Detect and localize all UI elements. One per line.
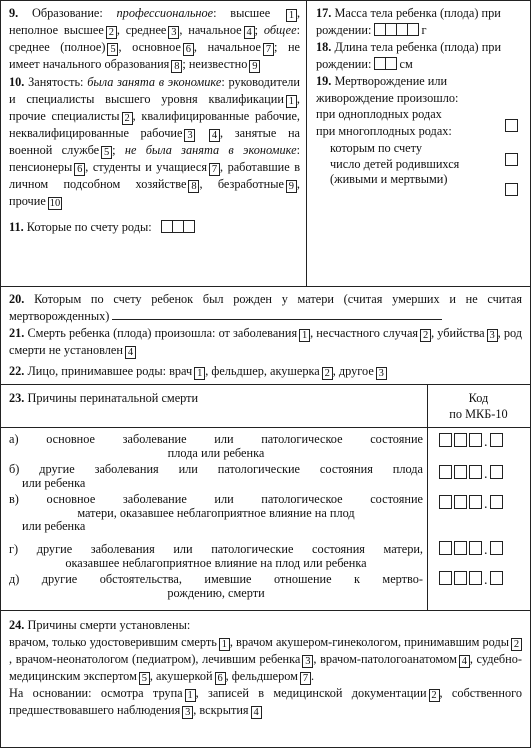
code-box[interactable]: 7 (300, 672, 311, 685)
opt-secondary-full: среднее (полное) (9, 40, 106, 54)
icd-code-c[interactable]: . (439, 495, 505, 514)
opt-military: занятые на военной службе (9, 125, 300, 157)
education-block: 9. Образование: профессиональное: высшее 1 , неполное высшее 2 , среднее 3 , начальное 4 ; общее: среднее (полное) 5 , основное 6 , начальное 7 ; не имеет начального образования 8 ; неизвестно 9 (9, 6, 301, 72)
employment-label: 10. (9, 75, 25, 89)
cause-item-a (9, 433, 423, 460)
code-box[interactable]: 1 (194, 367, 205, 380)
children-count-checkbox[interactable] (505, 183, 518, 196)
section-24 (1, 611, 530, 747)
opt-household: работавшие в личном подсобном хозяйстве (9, 159, 300, 191)
birth-rank-label: 20. (9, 292, 25, 306)
birth-order-cells[interactable] (161, 220, 194, 234)
perinatal-title: Причины перинатальной смерти (27, 391, 199, 405)
employment-block: 10. Занятость: была занята в экономике: руководители и специалисты высшего уровня квалификации 1 , прочие специалисты 2 , квалифицированные рабочие, неквалифицированные рабочие 3 4 , занятые на военной службе 5 ; не была занята в экономике: пенсионеры 6 , студенты и учащиеся 7 , работавшие в личном подсобном хозяйстве 8 , безработные 9 , прочие 10 (9, 75, 301, 209)
birth-rank-field[interactable] (112, 310, 442, 320)
code-box[interactable]: 6 (74, 163, 85, 176)
delivered-by-text: Лицо, принимавшее роды: врач (27, 364, 193, 378)
opt-midwife: акушеркой (156, 668, 213, 683)
code-box[interactable]: 4 (459, 655, 470, 668)
cause-type-block: 21. Смерть ребенка (плода) произошла: от заболевания 1 , несчастного случая 2 , убийства 3 , род смерти не установлен 4 (9, 326, 523, 358)
established-title-line (9, 617, 522, 634)
code-box[interactable]: 3 (168, 26, 179, 39)
code-box[interactable]: 3 (182, 706, 193, 719)
opt-forensic-expert: судебно-медицинским экспертом (9, 651, 523, 683)
cause-c-line2: матери, оказавшее неблагоприятное влияние на плод (77, 505, 355, 520)
cause-c-line3: или ребенка (22, 519, 86, 533)
birth-rank-block (9, 291, 522, 325)
established-label: 24. (9, 618, 25, 632)
section-20-22 (1, 287, 530, 385)
code-box[interactable]: 2 (420, 329, 431, 342)
opt-feldsher-24: фельдшером (231, 668, 298, 683)
perinatal-label: 23. (9, 391, 25, 405)
code-box[interactable]: 3 (302, 655, 313, 668)
opt-basic: основное (132, 40, 181, 54)
education-label: 9. (9, 6, 19, 20)
education-title: Образование: (31, 6, 103, 20)
established-title: Причины смерти установлены: (27, 618, 191, 632)
opt-none: не имеет начального образования (9, 40, 301, 71)
code-box[interactable]: 2 (511, 638, 522, 651)
code-box[interactable]: 1 (299, 329, 310, 342)
icd-code-e[interactable]: . (439, 571, 505, 590)
children-count-text: число детей родившихся (живыми и мертвыми) (330, 157, 460, 187)
code-box[interactable]: 1 (286, 95, 297, 108)
cause-item-b (9, 463, 423, 490)
cause-e-line2: рождению, смерти (167, 585, 265, 600)
employment-employed: была занята в экономике (87, 75, 222, 89)
opt-primary-general: начальное (207, 40, 261, 54)
code-box[interactable]: 6 (183, 43, 194, 56)
opt-other-specialists: прочие специалисты (9, 108, 120, 123)
opt-unemployed: безработные (217, 176, 284, 191)
opt-neonatologist: врачом-неонатологом (педиатром), лечившим ребенка (15, 651, 301, 666)
cause-c-line1: в) основное заболевание или патологическое состояние (9, 492, 423, 506)
opt-higher: высшее (230, 6, 271, 20)
code-box[interactable]: 2 (429, 689, 440, 702)
established-options: врачом, только удостоверившим смерть 1 , врачом акушером-гинекологом, принимавшим роды 2, врачом-неонатологом (педиатром), лечившим ребенка 3 , врачом-патологоанатомом 4 , судебно-медицинским экспертом 5 , акушеркой 6 , фельдшером 7 . (9, 634, 523, 684)
code-box[interactable]: 8 (171, 60, 182, 73)
weight-label: 17. (316, 6, 332, 20)
icd-code-a[interactable]: . (439, 433, 505, 452)
code-box[interactable]: 3 (184, 129, 195, 142)
code-box[interactable]: 9 (286, 180, 297, 193)
cause-e-line1: д) другие обстоятельства, имевшие отношение к мертво- (9, 572, 423, 586)
code-box[interactable]: 4 (209, 129, 220, 142)
cause-a-line1: а) основное заболевание или патологическое состояние (9, 432, 423, 446)
left-column (1, 1, 307, 286)
employment-title: Занятость: (28, 75, 84, 89)
code-subtitle: по МКБ-10 (449, 407, 508, 421)
code-box[interactable]: 1 (286, 9, 297, 22)
opt-certifying-doctor: врачом, только удостоверившим смерть (9, 634, 217, 649)
employment-unemployed: не была занята в экономике (124, 142, 297, 157)
birth-order-text: Которые по счету роды: (26, 219, 152, 234)
opt-pathologist: врачом-патологоанатомом (320, 651, 457, 666)
code-box[interactable]: 8 (188, 180, 199, 193)
opt-primary: начальное (188, 23, 242, 37)
opt-unknown: неизвестно (188, 57, 248, 71)
which-count-checkbox[interactable] (505, 153, 518, 166)
education-general: общее (263, 23, 297, 37)
opt-workers: квалифицированные рабочие, неквалифицированные рабочие (9, 108, 300, 140)
cause-item-d (9, 543, 423, 570)
opt-obstetrician: врачом акушером-гинекологом, принимавшим роды (236, 634, 509, 649)
perinatal-causes-header (9, 391, 198, 406)
opt-body-exam: осмотра трупа (100, 685, 183, 700)
cause-d-line2: оказавшее неблагоприятное влияние на плод или ребенка (65, 555, 367, 570)
length-label: 18. (316, 39, 332, 54)
code-box[interactable]: 6 (215, 672, 226, 685)
code-box[interactable]: 7 (209, 163, 220, 176)
basis-label: На основании: (9, 685, 92, 700)
cause-b-line1: б) другие заболевания или патологические состояния плода (9, 462, 423, 476)
length-unit: см (399, 56, 413, 71)
delivered-by-block: 22. Лицо, принимавшее роды: врач 1 , фельдшер, акушерка 2 , другое 3 (9, 363, 522, 380)
code-box[interactable]: 4 (244, 26, 255, 39)
multiple-birth-text: при многоплодных родах: (316, 124, 452, 139)
stillbirth-text: Мертворождение или живорождение произошло: (316, 73, 459, 105)
code-box[interactable]: 5 (107, 43, 118, 56)
icd-code-b[interactable]: . (439, 465, 505, 484)
code-box[interactable]: 7 (263, 43, 274, 56)
education-prof: профессиональное (116, 6, 214, 20)
cause-type-text: Смерть ребенка (плода) произошла: от заболевания (27, 326, 298, 340)
section-23 (1, 385, 530, 611)
delivered-by-label: 22. (9, 364, 25, 378)
opt-medical-records: записей в медицинской документации (207, 685, 427, 700)
weight-unit: г (421, 22, 427, 37)
established-by-block (9, 617, 522, 719)
cause-item-e (9, 573, 423, 600)
single-birth-text: при одноплодных родах (316, 107, 442, 122)
opt-undetermined: род смерти не установлен (9, 326, 523, 357)
code-box[interactable]: 3 (487, 329, 498, 342)
code-box[interactable]: 5 (139, 672, 150, 685)
cause-d-line1: г) другие заболевания или патологические состояния матери, (9, 542, 423, 556)
basis-line: На основании: осмотра трупа 1 , записей в медицинской документации 2 , собственного предшествовавшего наблюдения 3 , вскрытия 4 (9, 685, 522, 718)
cause-item-c (9, 493, 423, 534)
opt-feldsher: фельдшер, акушерка (211, 364, 320, 378)
single-birth-checkbox[interactable] (505, 119, 518, 132)
cause-type-label: 21. (9, 326, 25, 340)
opt-other-person: другое (338, 364, 374, 378)
code-box[interactable]: 1 (185, 689, 196, 702)
opt-other: прочие (9, 193, 46, 208)
code-box[interactable]: 10 (49, 197, 61, 209)
code-box[interactable]: 4 (251, 706, 262, 719)
icd-code-d[interactable]: . (439, 541, 505, 560)
birth-order-label: 11. (9, 219, 24, 234)
code-box[interactable]: 1 (219, 638, 230, 651)
length-cells[interactable] (374, 57, 396, 71)
opt-secondary: среднее (125, 23, 167, 37)
weight-cells[interactable] (374, 23, 418, 37)
opt-students: студенты и учащиеся (92, 159, 208, 174)
opt-autopsy: вскрытия (199, 702, 249, 717)
birth-rank-text: Которым по счету ребенок был рожден у матери (считая умерших и не считая мертворожденных) (9, 292, 523, 323)
stillbirth-label: 19. (316, 73, 332, 88)
length-text: Длина тела ребенка (плода) при рождении: (316, 39, 502, 71)
weight-text: Масса тела ребенка (плода) при рождении: (316, 6, 501, 37)
opt-accident: несчастного случая (316, 326, 419, 340)
birth-order-block (9, 219, 300, 236)
opt-own-observation: собственного предшествовавшего наблюдения (9, 685, 522, 717)
right-column (307, 1, 530, 286)
cause-b-line2: или ребенка (22, 475, 86, 490)
which-count-text: которым по счету (330, 141, 422, 156)
opt-pensioners: пенсионеры (9, 159, 73, 174)
weight-block (316, 5, 524, 39)
code-box[interactable]: 2 (122, 112, 133, 125)
cause-a-line2: плода или ребенка (167, 445, 265, 460)
stillbirth-block (316, 73, 506, 158)
opt-executives: руководители и специалисты высшего уровня квалификации (9, 75, 301, 106)
code-box[interactable]: 9 (249, 60, 260, 73)
length-block (316, 39, 524, 73)
opt-murder: убийства (437, 326, 485, 340)
code-box[interactable]: 2 (106, 26, 117, 39)
code-box[interactable]: 2 (322, 367, 333, 380)
icd-code-header (427, 390, 530, 422)
opt-incomplete-higher: неполное высшее (9, 23, 104, 37)
code-box[interactable]: 3 (376, 367, 387, 380)
code-box[interactable]: 4 (125, 346, 136, 359)
top-section (1, 1, 530, 287)
code-box[interactable]: 5 (101, 146, 112, 159)
code-title: Код (468, 391, 489, 405)
